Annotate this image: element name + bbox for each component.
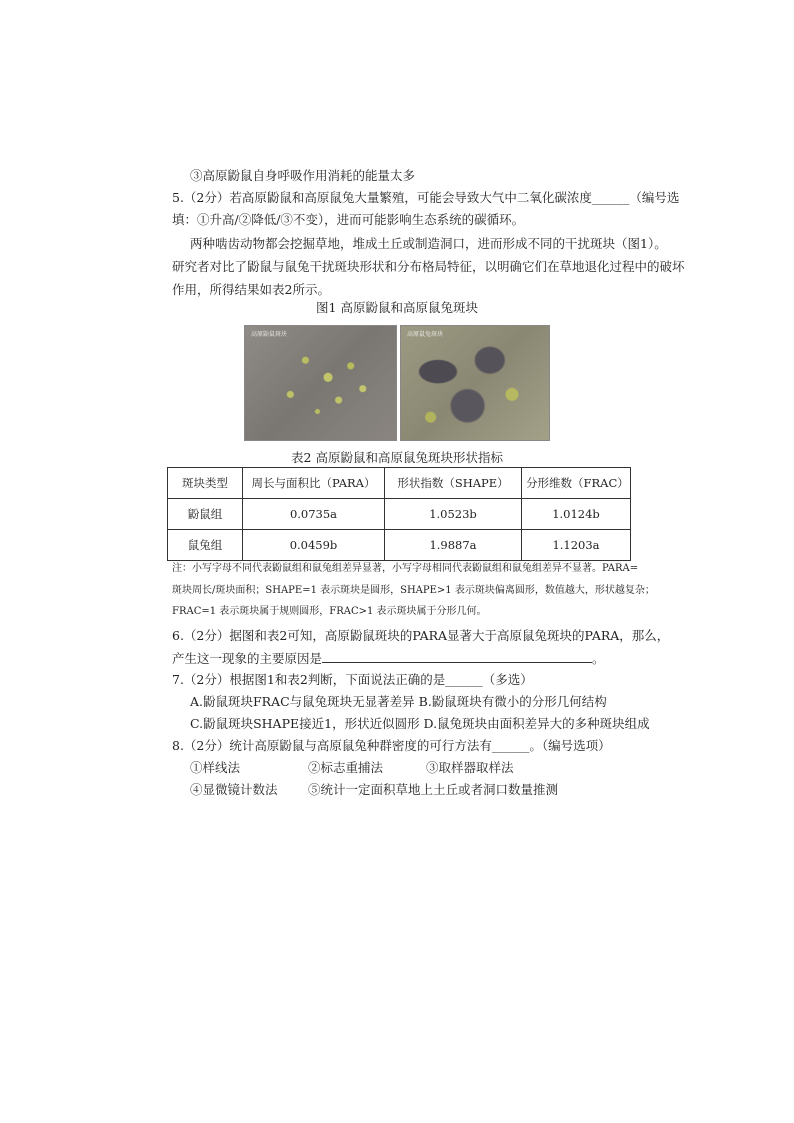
question-7-options-ab: A.鼢鼠斑块FRAC与鼠兔斑块无显著差异 B.鼢鼠斑块有微小的分形几何结构 bbox=[190, 694, 607, 709]
table-header-row bbox=[168, 468, 631, 499]
photo-label: 高原鼢鼠斑块 bbox=[251, 331, 288, 338]
table-header-cell: 分形维数（FRAC） bbox=[522, 468, 631, 499]
paragraph-line1: 两种啮齿动物都会挖掘草地，堆成土丘或制造洞口，进而形成不同的干扰斑块（图1）。 bbox=[190, 236, 667, 251]
table-row bbox=[168, 499, 631, 530]
question-7: 7.（2分）根据图1和表2判断，下面说法正确的是______（多选） bbox=[172, 672, 533, 687]
table-note-line1: 注：小写字母不同代表鼢鼠组和鼠兔组差异显著，小写字母相同代表鼢鼠组和鼠兔组差异不显著。PARA= bbox=[172, 563, 639, 574]
question-6-prompt: 产生这一现象的主要原因是 bbox=[172, 651, 323, 666]
table-note-line3: FRAC=1 表示斑块属于规则圆形，FRAC>1 表示斑块属于分形几何。 bbox=[172, 606, 487, 617]
figure-caption: 图1 高原鼢鼠和高原鼠兔斑块 bbox=[316, 300, 478, 315]
shape-index-table bbox=[167, 467, 631, 561]
table-cell: 鼢鼠组 bbox=[168, 499, 243, 530]
question-8: 8.（2分）统计高原鼢鼠与高原鼠兔种群密度的可行方法有______。（编号选项） bbox=[172, 738, 611, 753]
table-cell: 1.0124b bbox=[522, 499, 631, 530]
question-8-option-2: ②标志重捕法 bbox=[308, 760, 384, 775]
table-cell: 1.9887a bbox=[385, 530, 522, 561]
question-6-line2 bbox=[172, 650, 605, 667]
table-row bbox=[168, 530, 631, 561]
table-caption: 表2 高原鼢鼠和高原鼠兔斑块形状指标 bbox=[291, 450, 503, 465]
question-7-options-cd: C.鼢鼠斑块SHAPE接近1，形状近似圆形 D.鼠兔斑块由面积差异大的多种斑块组成 bbox=[190, 716, 650, 731]
answer-blank[interactable] bbox=[322, 650, 592, 663]
photo-label: 高原鼠兔斑块 bbox=[407, 331, 444, 338]
paragraph-line2: 研究者对比了鼢鼠与鼠兔干扰斑块形状和分布格局特征，以明确它们在草地退化过程中的破坏 bbox=[172, 259, 685, 274]
question-5-line1: 5.（2分）若高原鼢鼠和高原鼠兔大量繁殖，可能会导致大气中二氧化碳浓度______（编号选 bbox=[172, 190, 680, 205]
table-cell: 0.0459b bbox=[243, 530, 385, 561]
table-cell: 1.0523b bbox=[385, 499, 522, 530]
option-text: ③高原鼢鼠自身呼吸作用消耗的能量太多 bbox=[190, 168, 416, 183]
table-cell: 0.0735a bbox=[243, 499, 385, 530]
question-8-option-1: ①样线法 bbox=[190, 760, 241, 775]
table-header-cell: 周长与面积比（PARA） bbox=[243, 468, 385, 499]
question-8-option-4: ④显微镜计数法 bbox=[190, 782, 278, 797]
zokor-patch-photo bbox=[244, 325, 397, 441]
question-6-line1: 6.（2分）据图和表2可知，高原鼢鼠斑块的PARA显著大于高原鼠兔斑块的PARA，那么， bbox=[172, 628, 670, 643]
table-header-cell: 斑块类型 bbox=[168, 468, 243, 499]
table-header-cell: 形状指数（SHAPE） bbox=[385, 468, 522, 499]
question-5-line2: 填：①升高/②降低/③不变），进而可能影响生态系统的碳循环。 bbox=[172, 212, 525, 227]
table-cell: 鼠兔组 bbox=[168, 530, 243, 561]
question-8-option-5: ⑤统计一定面积草地上土丘或者洞口数量推测 bbox=[308, 782, 559, 797]
table-note-line2: 斑块周长/斑块面积；SHAPE=1 表示斑块是圆形，SHAPE>1 表示斑块偏离圆形，数值越大，形状越复杂； bbox=[172, 585, 655, 596]
table-cell: 1.1203a bbox=[522, 530, 631, 561]
pika-patch-photo bbox=[400, 325, 550, 441]
paragraph-line3: 作用，所得结果如表2所示。 bbox=[172, 282, 330, 297]
question-6-end: 。 bbox=[592, 651, 605, 666]
question-8-option-3: ③取样器取样法 bbox=[426, 760, 514, 775]
